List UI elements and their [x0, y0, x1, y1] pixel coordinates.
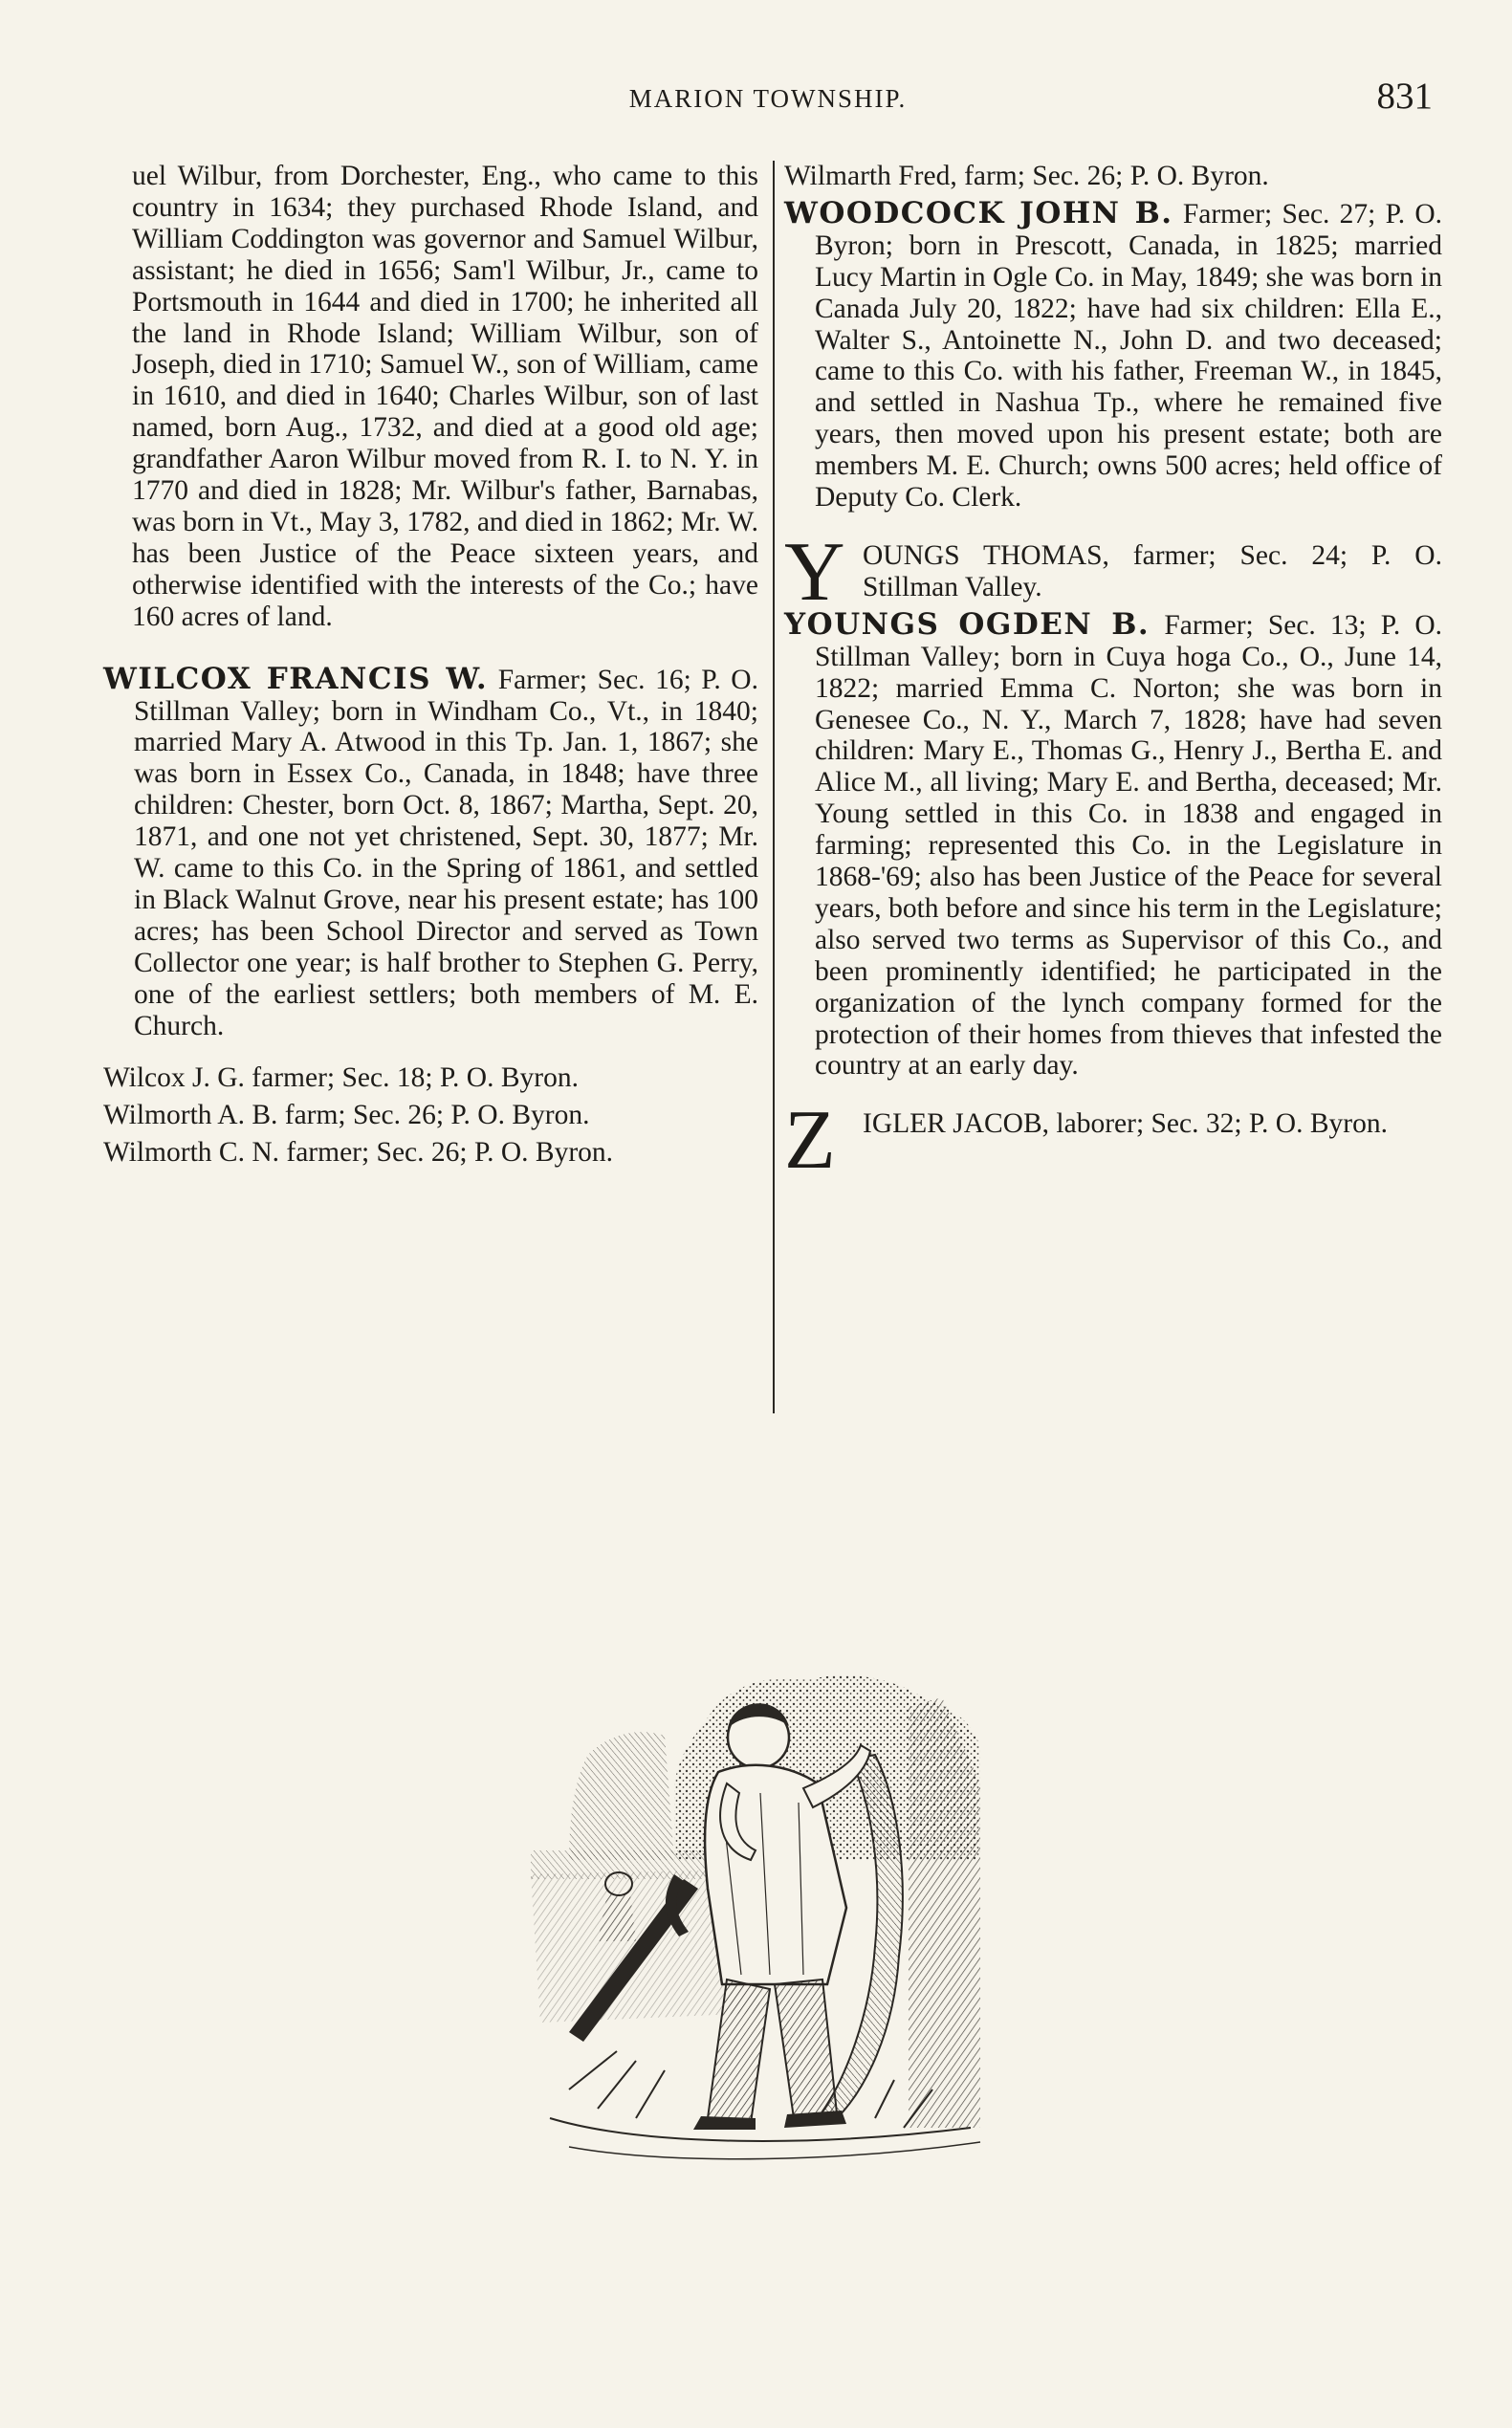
entry-woodcock-john: [784, 195, 1443, 514]
page-number: 831: [1376, 76, 1433, 117]
wilbur-continuation: uel Wilbur, from Dorchester, Eng., who came to this country in 1634; they purchased Rhode Island, and William Coddington was governor and Samuel Wilbur, assistant; he died in 1656; Sam'l Wilbur, Jr., came to Portsmouth in 1644 and died in 1700; he inherited all the land in Rhode Island; William Wilbur, son of Joseph, died in 1710; Samuel W., son of William, came in 1610, and died in 1640; Charles Wilbur, son of last named, born Aug., 1732, and died at a good old age; grandfather Aaron Wilbur moved from R. I. to N. Y. in 1770 and died in 1828; Mr. Wilbur's father, Barnabas, was born in Vt., May 3, 1782, and died in 1862; Mr. W. has been Justice of the Peace sixteen years, and otherwise identified with the interests of the Co.; have 160 acres of land.: [132, 161, 758, 632]
entry-name: WOODCOCK JOHN B.: [784, 195, 1173, 230]
running-head-title: MARION TOWNSHIP.: [628, 84, 908, 113]
column-divider: [773, 161, 775, 1413]
entry-text: Farmer; Sec. 16; P. O. Stillman Valley; born in Windham Co., Vt., in 1840; married Mary A. Atwood in this Tp. Jan. 1, 1867; she was born in Essex Co., Canada, in 1848; have three children: Chester, born Oct. 8, 1867; Martha, Sept. 20, 1871, and one not yet christened, Sept. 30, 1877; Mr. W. came to this Co. in the Spring of 1861, and settled in Black Walnut Grove, near his present estate; has 100 acres; has been School Director and served as Town Collector one year; is half brother to Stephen G. Perry, one of the earliest settlers; both members of M. E. Church.: [134, 664, 758, 1041]
drop-cap: Y: [784, 525, 845, 619]
entry-text: OUNGS THOMAS, farmer; Sec. 24; P. O. Stillman Valley.: [863, 539, 1442, 602]
entry-wilmorth-cn: Wilmorth C. N. farmer; Sec. 26; P. O. Byron.: [103, 1137, 614, 1169]
entry-youngs-ogden: [784, 606, 1442, 1083]
running-head: [103, 75, 1433, 117]
entry-wilmarth-fred: Wilmarth Fred, farm; Sec. 26; P. O. Byron.: [784, 161, 1269, 191]
entry-zigler-jacob: [784, 1094, 1442, 1188]
entry-text: Farmer; Sec. 13; P. O. Stillman Valley; born in Cuya hoga Co., O., June 14, 1822; married Emma C. Norton; she was born in Genesee Co., N. Y., March 7, 1828; have had seven children: Mary E., Thomas G., Henry J., Bertha E. and Alice M., all living; Mary E. and Bertha, deceased; Mr. Young settled in this Co. in 1838 and engaged in farming; represented this Co. in the Legislature in 1868-'69; also has been Justice of the Peace for several years, both before and since his term in the Legislature; also served two terms as Supervisor of this Co., and been prominently identified; he participated in the organization of the lynch company formed for the protection of their homes from thieves that infested the country at an early day.: [815, 609, 1442, 1082]
entry-wilcox-francis: [103, 661, 758, 1042]
entry-wilmorth-ab: Wilmorth A. B. farm; Sec. 26; P. O. Byron.: [103, 1100, 590, 1131]
engraving-farmer-sharpening-scythe-icon: [531, 1669, 1047, 2166]
left-column: [103, 161, 758, 1169]
entry-wilcox-jg: Wilcox J. G. farmer; Sec. 18; P. O. Byron.: [103, 1062, 579, 1094]
entry-name: WILCOX FRANCIS W.: [103, 661, 489, 696]
entry-text: Farmer; Sec. 27; P. O. Byron; born in Prescott, Canada, in 1825; married Lucy Martin in Ogle Co. in May, 1849; she was born in Canada July 20, 1822; have had six children: Ella E., Walter S., Antoinette N., John D. and two deceased; came to this Co. with his father, Freeman W., in 1845, and settled in Nashua Tp., where he remained five years, then moved upon his present estate; both are members M. E. Church; owns 500 acres; held office of Deputy Co. Clerk.: [815, 198, 1443, 514]
entry-youngs-thomas: [784, 525, 1442, 619]
drop-cap: Z: [784, 1094, 836, 1188]
entry-text: IGLER JACOB, laborer; Sec. 32; P. O. Byron.: [863, 1108, 1388, 1140]
right-column: [784, 161, 1443, 1188]
entry-name: YOUNGS OGDEN B.: [784, 606, 1150, 642]
